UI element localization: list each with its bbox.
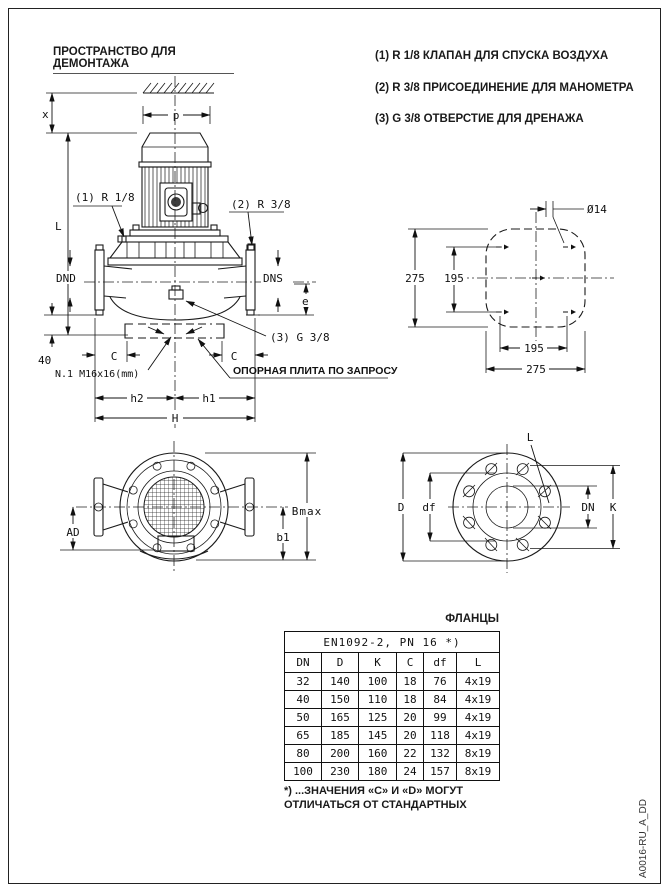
- dim-195-v: 195: [444, 272, 464, 285]
- cell: 4x19: [457, 691, 500, 709]
- cell: 200: [322, 745, 359, 763]
- cell: 132: [424, 745, 457, 763]
- cell: 100: [359, 673, 397, 691]
- table-row: [285, 673, 500, 691]
- cell: 20: [397, 709, 424, 727]
- note-air-valve: (1) R 1/8 КЛАПАН ДЛЯ СПУСКА ВОЗДУХА: [375, 50, 609, 62]
- col-header-df: df: [424, 653, 457, 673]
- cell: 18: [397, 673, 424, 691]
- cell: 99: [424, 709, 457, 727]
- table-row: [285, 727, 500, 745]
- cell: 145: [359, 727, 397, 745]
- cell: 18: [397, 691, 424, 709]
- cell: 140: [322, 673, 359, 691]
- dim-275-v: 275: [405, 272, 425, 285]
- dim-DNS: DNS: [263, 272, 283, 285]
- callout-3-label: (3) G 3/8: [270, 331, 330, 344]
- dim-40: 40: [38, 354, 52, 367]
- dim-K: K: [609, 501, 617, 514]
- table-header-row: [285, 653, 500, 673]
- flange-table-caption: ФЛАНЦЫ: [445, 613, 499, 625]
- note-drain-hole: (3) G 3/8 ОТВЕРСТИЕ ДЛЯ ДРЕНАЖА: [375, 113, 584, 125]
- cell: 150: [322, 691, 359, 709]
- cell: 84: [424, 691, 457, 709]
- dim-C-left: C: [110, 350, 118, 363]
- col-header-dn: DN: [285, 653, 322, 673]
- cell: 4x19: [457, 673, 500, 691]
- table-row: [285, 691, 500, 709]
- cell: 8x19: [457, 745, 500, 763]
- cell: 4x19: [457, 709, 500, 727]
- document-code: A0016-RU_A_DD: [638, 799, 649, 878]
- dim-Bmax: Bmax: [291, 505, 323, 518]
- table-footnote: [284, 784, 467, 812]
- dim-H: H: [171, 412, 179, 425]
- bolt-note: N.1 M16x16(mm): [55, 369, 140, 380]
- dim-b1: b1: [276, 531, 290, 544]
- dim-L-flange: L: [526, 431, 534, 444]
- dim-C-right: C: [230, 350, 238, 363]
- pump-top-view: [60, 441, 327, 574]
- ceiling-hatch: [143, 83, 214, 93]
- note-gauge-port: (2) R 3/8 ПРИСОЕДИНЕНИЕ ДЛЯ МАНОМЕТРА: [375, 81, 634, 94]
- dim-p: p: [172, 109, 180, 122]
- footnote-line-2: ОТЛИЧАТЬСЯ ОТ СТАНДАРТНЫХ: [284, 799, 467, 811]
- cell: 180: [359, 763, 397, 781]
- cell: 230: [322, 763, 359, 781]
- dim-h1: h1: [202, 392, 216, 405]
- cell: 160: [359, 745, 397, 763]
- flange-table: [284, 631, 500, 781]
- table-row: [285, 745, 500, 763]
- dim-dia14: Ø14: [587, 203, 607, 216]
- cell: 24: [397, 763, 424, 781]
- cell: 32: [285, 673, 322, 691]
- cell: 8x19: [457, 763, 500, 781]
- dim-df: df: [422, 501, 436, 514]
- dim-e: e: [302, 295, 309, 308]
- col-header-k: K: [359, 653, 397, 673]
- dim-195-h: 195: [524, 342, 544, 355]
- cell: 165: [322, 709, 359, 727]
- dim-h2: h2: [130, 392, 144, 405]
- cell: 100: [285, 763, 322, 781]
- col-header-d: D: [322, 653, 359, 673]
- pump-side-view: [38, 76, 398, 428]
- cell: 20: [397, 727, 424, 745]
- callout-1-label: (1) R 1/8: [75, 191, 135, 204]
- cell: 110: [359, 691, 397, 709]
- table-row: [285, 709, 500, 727]
- dim-x: x: [42, 108, 49, 121]
- cell: 125: [359, 709, 397, 727]
- dim-AD: AD: [66, 526, 80, 539]
- table-row: [285, 763, 500, 781]
- support-plate-dashed: [125, 324, 224, 338]
- callout-2-label: (2) R 3/8: [231, 198, 291, 211]
- cell: 40: [285, 691, 322, 709]
- flange-view: [394, 431, 621, 573]
- support-plate-note: ОПОРНАЯ ПЛИТА ПО ЗАПРОСУ: [233, 365, 398, 377]
- cell: 65: [285, 727, 322, 745]
- dismantling-space-label: ПРОСТРАНСТВО ДЛЯ ДЕМОНТАЖА: [53, 46, 234, 74]
- col-header-l: L: [457, 653, 500, 673]
- cell: 50: [285, 709, 322, 727]
- cell: 22: [397, 745, 424, 763]
- cell: 4x19: [457, 727, 500, 745]
- flange-standard-title: EN1092-2, PN 16 *): [285, 632, 500, 653]
- cell: 118: [424, 727, 457, 745]
- cell: 185: [322, 727, 359, 745]
- cell: 76: [424, 673, 457, 691]
- dim-275-h: 275: [526, 363, 546, 376]
- pump-casing: [95, 236, 260, 320]
- baseplate-view: [402, 201, 614, 376]
- dim-DND: DND: [56, 272, 76, 285]
- cell: 80: [285, 745, 322, 763]
- dim-L: L: [55, 220, 62, 233]
- dim-DN: DN: [581, 501, 595, 514]
- footnote-line-1: *) ...ЗНАЧЕНИЯ «С» И «D» МОГУТ: [284, 785, 463, 797]
- col-header-c: C: [397, 653, 424, 673]
- cell: 157: [424, 763, 457, 781]
- dim-D: D: [397, 501, 405, 514]
